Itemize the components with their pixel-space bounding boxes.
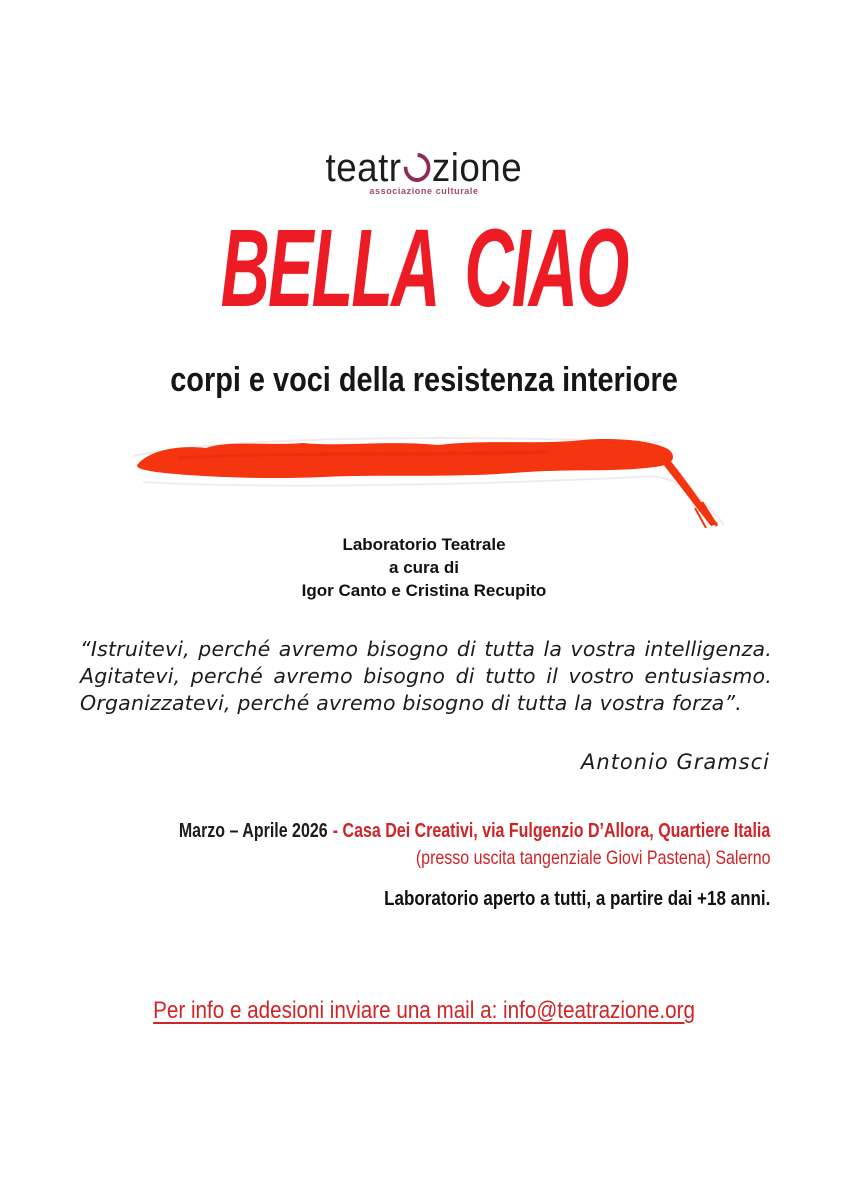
event-venue-note: (presso uscita tangenziale Giovi Pastena) Salerno [415,847,770,869]
workshop-curated-by: a cura di [389,558,459,577]
logo-text-suffix: zione [432,146,523,190]
brush-stroke-graphic [118,416,743,528]
workshop-credits [0,533,848,602]
page-subtitle: corpi e voci della resistenza interiore [170,361,678,399]
event-venue: - Casa Dei Creativi, via Fulgenzio D’Allora, Quartiere Italia [332,820,770,842]
quote-author: Antonio Gramsci [581,750,770,774]
contact-email-link[interactable]: Per info e adesioni inviare una mail a: info@teatrazione.org [153,997,695,1024]
logo-a-circle-icon [398,147,436,188]
contact-line [0,997,848,1025]
workshop-type: Laboratorio Teatrale [342,535,506,554]
event-audience: Laboratorio aperto a tutti, a partire dai +18 anni. [383,887,770,910]
gramsci-quote: “Istruitevi, perché avremo bisogno di tutta la vostra intelligenza. Agitatevi, perché avremo bisogno di tutto il vostro entusiasmo. Organizzatevi, perché avremo bisogno di tutta la vostra forza”. [80,637,772,715]
event-date-venue [179,820,770,843]
logo [0,148,848,188]
logo-subtitle: associazione culturale [369,186,479,196]
event-dates: Marzo – Aprile 2026 [178,820,328,842]
page-title: BELLA CIAO [220,207,628,330]
logo-text-prefix: teatr [325,146,402,190]
workshop-leaders: Igor Canto e Cristina Recupito [301,581,547,600]
